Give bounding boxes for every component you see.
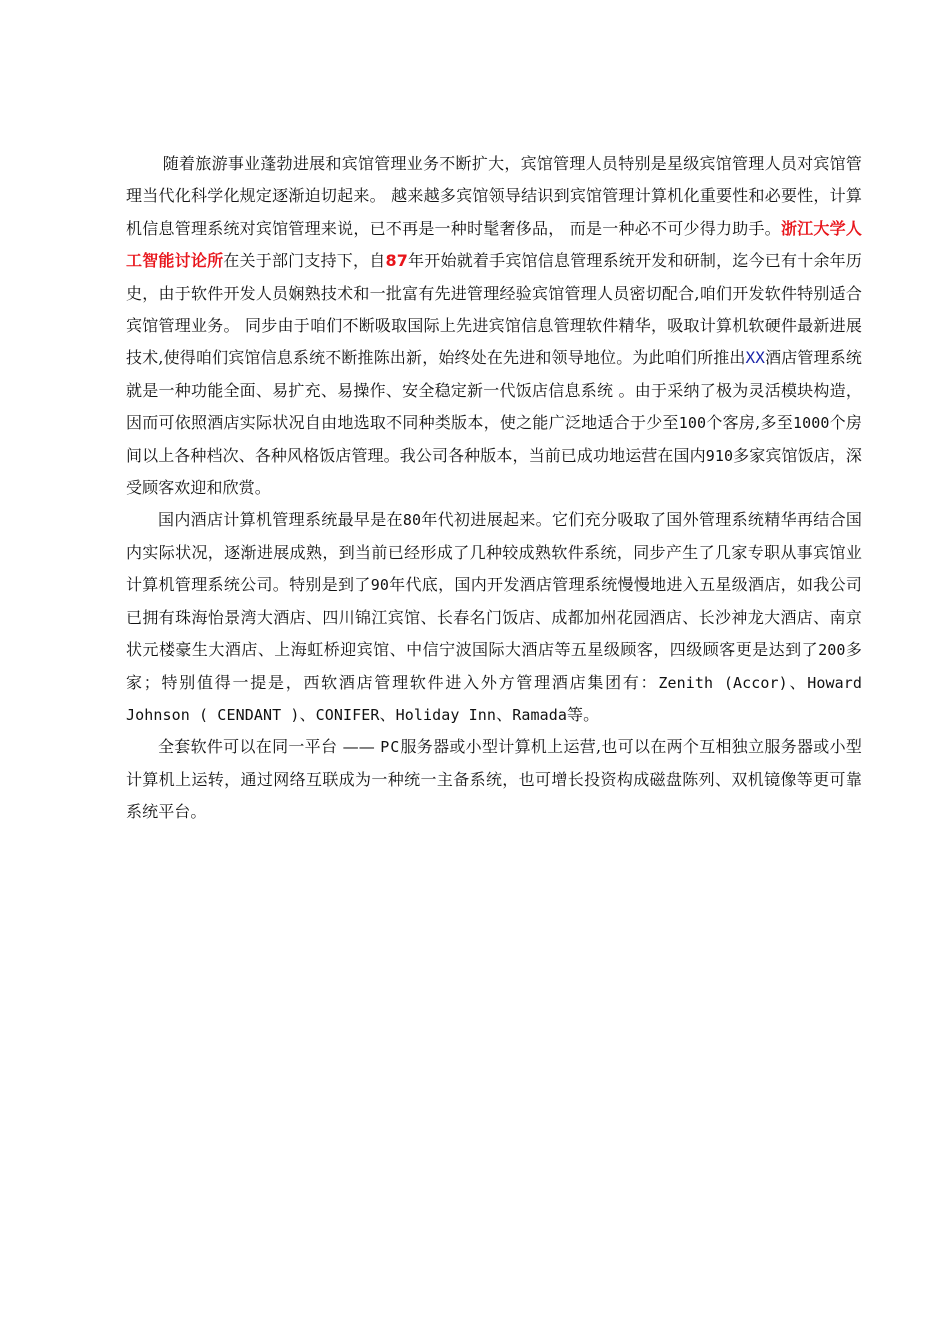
hotel-group-name: Zenith (Accor) [658, 673, 788, 692]
decade-number: 80 [402, 511, 422, 530]
min-rooms-number: 100 [678, 414, 707, 433]
text-run: 等。 [566, 704, 600, 724]
hotel-group-name: Howard Johnson ( CENDANT ) [126, 673, 862, 724]
product-name: XX [745, 348, 765, 368]
text-run: 年代初进展起来。它们充分吸取了国外管理系统精华再结合国内实际状况，逐渐进展成熟，到当前已经形成了几种较成熟软件系统，同步产生了几家专职从事宾馆业计算机管理系统公司。特别是到了 [126, 510, 862, 595]
text-run: 年代底，国内开发酒店管理系统慢慢地进入五星级酒店，如我公司已拥有珠海怡景湾大酒店、四川锦江宾馆、长春名门饭店、成都加州花园酒店、长沙神龙大酒店、南京状元楼豪生大酒店、上海虹桥迎宾馆、中信宁波国际大酒店等五星级顾客，四级顾客更是达到了 [126, 575, 862, 660]
text-run: 国内酒店计算机管理系统最早是在 [158, 510, 403, 530]
paragraph-history [126, 504, 862, 731]
hotel-group-name: Ramada [512, 705, 567, 724]
text-run: 个客房,多至 [706, 413, 793, 433]
text-run: 多家；特别值得一提是，西软酒店管理软件进入外方管理酒店集团有： [126, 640, 862, 692]
text-run: 随着旅游事业蓬勃进展和宾馆管理业务不断扩大，宾馆管理人员特别是星级宾馆管理人员对宾馆管理当代化科学化规定逐渐迫切起来。 越来越多宾馆领导结识到宾馆管理计算机化重要性和必要性，计算机信息管理系统对宾馆管理来说，已不再是一种时髦奢侈品， 而是一种必不可少得力助手。 [126, 154, 862, 238]
start-year: 87 [385, 251, 408, 271]
document-page [126, 148, 862, 829]
text-run: 多家宾馆饭店，深受顾客欢迎和欣赏。 [126, 445, 862, 498]
separator: 、 [299, 704, 316, 724]
max-rooms-number: 1000 [792, 414, 830, 433]
decade-number: 90 [370, 576, 389, 595]
text-run: 在关于部门支持下，自 [223, 251, 386, 271]
institute-name: 浙江大学人工智能讨论所 [126, 218, 862, 271]
platform-pc: PC [380, 738, 401, 757]
paragraph-platform [126, 731, 862, 828]
separator: 、 [379, 704, 396, 724]
hotel-group-name: Holiday Inn [395, 705, 497, 724]
text-run: 服务器或小型计算机上运营,也可以在两个互相独立服务器或小型计算机上运转，通过网络互联成为一种统一主备系统，也可增长投资构成磁盘陈列、双机镜像等更可靠系统平台。 [126, 737, 862, 822]
text-run: 年开始就着手宾馆信息管理系统开发和研制，迄今已有十余年历史，由于软件开发人员娴熟技术和一批富有先进管理经验宾馆管理人员密切配合,咱们开发软件特别适合宾馆管理业务。 同步由于咱们不断吸取国际上先进宾馆信息管理软件精华，吸取计算机软硬件最新进展技术,使得咱们宾馆信息系统不断推陈出新，始终处在先进和领导地位。为此咱们所推出 [126, 251, 862, 368]
hotel-count-number: 910 [705, 446, 734, 465]
separator: 、 [787, 672, 808, 692]
text-run: 个房间以上各种档次、各种风格饭店管理。我公司各种版本，当前已成功地运营在国内 [126, 413, 863, 465]
separator: 、 [496, 704, 513, 724]
hotel-group-name: CONIFER [315, 705, 380, 724]
customer-count-number: 200 [818, 641, 846, 660]
text-run: 全套软件可以在同一平台 —— [158, 737, 381, 757]
text-run: 酒店管理系统就是一种功能全面、易扩充、易操作、安全稳定新一代饭店信息系统 。由于采纳了极为灵活模块构造，因而可依照酒店实际状况自由地选取不同种类版本，使之能广泛地适合于少至 [126, 348, 862, 433]
paragraph-intro [126, 148, 862, 504]
